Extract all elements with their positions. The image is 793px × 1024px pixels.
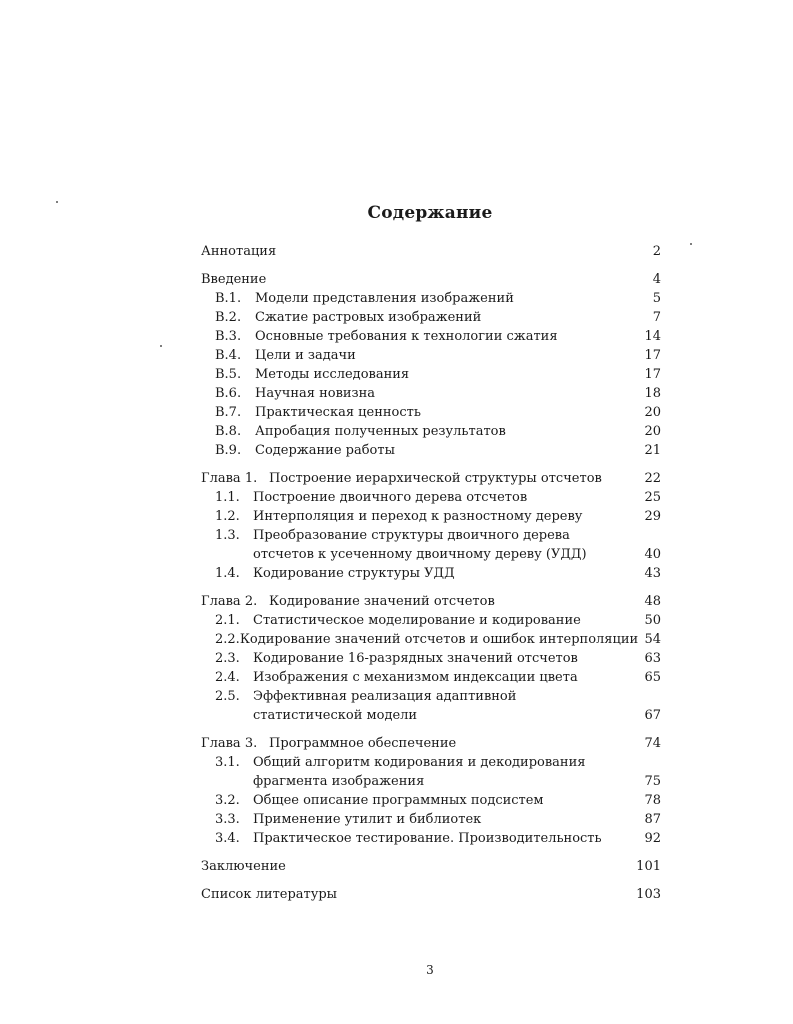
chapter-page: 74 (644, 736, 661, 751)
section-title: Построение двоичного дерева отсчетов (253, 490, 528, 505)
section-number: 3.3. (215, 812, 240, 827)
toc-entry-page: 101 (636, 859, 661, 874)
chapter-title: Кодирование значений отсчетов (269, 594, 495, 609)
toc-chapter-1[interactable] (201, 469, 661, 488)
section-page: 18 (644, 386, 661, 401)
section-page: 63 (644, 651, 661, 666)
section-title: Преобразование структуры двоичного дерева отсчетов к усеченному двоичному дереву (УДД) (253, 528, 587, 562)
section-page: 25 (644, 490, 661, 505)
toc-section[interactable] (201, 384, 661, 403)
chapter-number: Глава 2. (201, 594, 258, 609)
section-title: Научная новизна (255, 386, 376, 401)
section-number: 2.2. (215, 632, 240, 647)
section-page: 54 (644, 632, 661, 647)
section-number: 2.5. (215, 689, 240, 704)
section-title: Апробация полученных результатов (255, 424, 506, 439)
chapter-number: Глава 1. (201, 471, 258, 486)
section-number: 1.3. (215, 528, 240, 543)
page-number: 3 (426, 963, 434, 977)
section-title: Эффективная реализация адаптивной статистической модели (253, 689, 517, 723)
toc-section[interactable] (201, 564, 661, 583)
toc-section[interactable] (201, 308, 661, 327)
toc-chapter-3[interactable] (201, 734, 661, 753)
toc-section[interactable] (201, 327, 661, 346)
section-title: Кодирование значений отсчетов и ошибок интерполяции (239, 632, 639, 647)
chapter-title: Построение иерархической структуры отсчетов (269, 471, 602, 486)
section-number: B.2. (215, 310, 242, 325)
section-number: 1.4. (215, 566, 240, 581)
section-title: Интерполяция и переход к разностному дереву (253, 509, 583, 524)
toc-entry-introduction[interactable] (201, 270, 661, 289)
toc-section[interactable] (201, 507, 661, 526)
section-title: Практическое тестирование. Производительность (253, 831, 602, 846)
chapter-page: 22 (644, 471, 661, 486)
section-title: Кодирование структуры УДД (253, 566, 455, 581)
section-title: Методы исследования (255, 367, 410, 382)
section-title: Изображения с механизмом индексации цвета (253, 670, 578, 685)
chapter-title: Программное обеспечение (269, 736, 457, 751)
section-page: 5 (652, 291, 661, 306)
section-number: 2.4. (215, 670, 240, 685)
section-number: 3.1. (215, 755, 240, 770)
toc-entry-annotation[interactable] (201, 242, 661, 261)
toc-section[interactable] (201, 289, 661, 308)
toc-section[interactable] (201, 810, 661, 829)
toc-section[interactable] (201, 791, 661, 810)
section-page: 17 (644, 367, 661, 382)
toc-entry-page: 2 (652, 244, 661, 259)
section-title: Кодирование 16-разрядных значений отсчетов (253, 651, 578, 666)
toc-entry-bibliography[interactable] (201, 885, 661, 904)
page-title: Содержание (367, 203, 493, 223)
section-title: Статистическое моделирование и кодирование (253, 613, 581, 628)
section-number: B.8. (215, 424, 242, 439)
section-page: 14 (644, 329, 661, 344)
section-number: B.7. (215, 405, 242, 420)
section-number: 3.2. (215, 793, 240, 808)
section-page: 29 (644, 509, 661, 524)
section-title: Основные требования к технологии сжатия (255, 329, 558, 344)
section-page: 67 (644, 708, 661, 723)
scan-speck (160, 345, 162, 347)
section-page: 7 (652, 310, 661, 325)
chapter-number: Глава 3. (201, 736, 258, 751)
section-title: Общее описание программных подсистем (253, 793, 544, 808)
toc-section[interactable] (201, 403, 661, 422)
section-number: B.1. (215, 291, 242, 306)
toc-entry-conclusion[interactable] (201, 857, 661, 876)
section-page: 50 (644, 613, 661, 628)
toc-section[interactable] (201, 422, 661, 441)
section-number: B.5. (215, 367, 242, 382)
toc-section[interactable] (201, 687, 661, 725)
toc-section[interactable] (201, 668, 661, 687)
toc-entry-title: Аннотация (201, 244, 277, 259)
toc-section[interactable] (201, 829, 661, 848)
toc-entry-title: Введение (201, 272, 267, 287)
section-number: 1.2. (215, 509, 240, 524)
toc-section[interactable] (201, 346, 661, 365)
section-number: 2.1. (215, 613, 240, 628)
section-page: 78 (644, 793, 661, 808)
section-title: Цели и задачи (255, 348, 356, 363)
section-number: 3.4. (215, 831, 240, 846)
toc-section[interactable] (201, 630, 661, 649)
section-number: B.4. (215, 348, 242, 363)
toc-section[interactable] (201, 526, 661, 564)
section-number: B.6. (215, 386, 242, 401)
section-page: 40 (644, 547, 661, 562)
toc-section[interactable] (201, 441, 661, 460)
section-number: B.3. (215, 329, 242, 344)
section-page: 21 (644, 443, 661, 458)
section-title: Модели представления изображений (255, 291, 514, 306)
section-title: Сжатие растровых изображений (255, 310, 482, 325)
section-page: 87 (644, 812, 661, 827)
section-page: 17 (644, 348, 661, 363)
section-title: Практическая ценность (255, 405, 421, 420)
toc-section[interactable] (201, 365, 661, 384)
toc-entry-page: 4 (652, 272, 661, 287)
toc-entry-page: 103 (636, 887, 661, 902)
toc-entry-title: Заключение (201, 859, 286, 874)
section-page: 75 (644, 774, 661, 789)
toc-entry-title: Список литературы (201, 887, 338, 902)
section-title: Общий алгоритм кодирования и декодирования фрагмента изображения (253, 755, 586, 789)
section-number: 1.1. (215, 490, 240, 505)
toc-section[interactable] (201, 649, 661, 668)
section-page: 92 (644, 831, 661, 846)
section-page: 65 (644, 670, 661, 685)
section-page: 20 (644, 405, 661, 420)
scan-speck (690, 243, 692, 245)
section-page: 43 (644, 566, 661, 581)
section-title: Содержание работы (255, 443, 395, 458)
toc-section[interactable] (201, 611, 661, 630)
section-number: B.9. (215, 443, 242, 458)
toc-chapter-2[interactable] (201, 592, 661, 611)
table-of-contents (201, 242, 661, 904)
section-page: 20 (644, 424, 661, 439)
chapter-page: 48 (644, 594, 661, 609)
section-number: 2.3. (215, 651, 240, 666)
section-title: Применение утилит и библиотек (253, 812, 482, 827)
toc-section[interactable] (201, 488, 661, 507)
toc-section[interactable] (201, 753, 661, 791)
